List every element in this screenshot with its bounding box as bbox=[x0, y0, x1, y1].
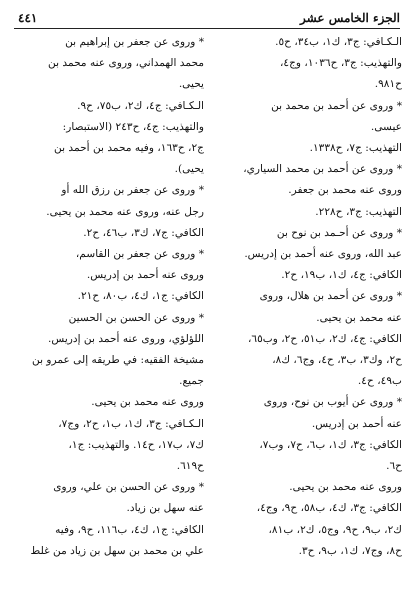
paragraph: الكافي: ج١، ك٤، ب١١٦، ح٩، وفيه علي بن محمد بن سهل بن زياد من غلط bbox=[30, 523, 204, 557]
paragraph: * وروى عن جعفر بن رزق الله أو رجل عنه، وروى عنه محمد بن يحيى. bbox=[46, 184, 204, 218]
header-rule bbox=[14, 28, 400, 29]
paragraph: التهذيب: ج٣، ح٢٢٨. bbox=[315, 205, 402, 218]
paragraph: الـكـافي: ج٤، ك٢، ب٧٥، ح٩. والتهذيب: ج٤، ح٢٤٣ (الاستبصار: ج٢، ح١٦٣، وفيه محمد بن أحمد بن يحيى). bbox=[54, 99, 204, 176]
paragraph: * وروى عن أحمد بن محمد بن عيسى. bbox=[271, 99, 402, 133]
paragraph: * وروى عن أحمد بن محمد السياري، وروى عنه محمد بن جعفر. bbox=[243, 163, 402, 197]
paragraph: التهذيب: ج٧، ح١٣٣٨. bbox=[309, 142, 402, 155]
paragraph: الكافي: ج٣، ك١، ب٦، ح٧، وب٧، ح٦. bbox=[259, 438, 402, 473]
paragraph: الكافي: ج٣، ك٤، ب٥٨، ح٩، وج٤، ك٢، ب٩، ح٩، وج٥، ك٢، ب٨١، ح٨، وج٧، ك١، ب٩، ح٣. bbox=[256, 502, 402, 557]
running-header bbox=[18, 8, 400, 28]
paragraph: الـكـافي: ج٣، ك١، ب١، ح٢، وج٧، ك٧، ب١٧، ح١٤. والتهذيب: ج١، ح٦١٩. bbox=[58, 417, 204, 473]
paragraph: * وروى عن الحسن بن علي، وروى عنه سهل بن زياد. bbox=[53, 481, 204, 515]
paragraph: الكافي: ج٤، ك١، ب١٩، ح٢. bbox=[281, 269, 402, 282]
paragraph: * وروى عن أيوب بن نوح، وروى عنه أحمد بن إدريس. bbox=[263, 396, 402, 430]
right-column bbox=[212, 32, 402, 562]
paragraph: * وروى عن جعفر بن القاسم، وروى عنه أحمد بن إدريس. bbox=[75, 248, 204, 282]
paragraph: الـكـافي: ج٣، ك١، ب٣٤، ح٥. والتهذيب: ج٣، ح١٠٣٦، وج٤، ح٩٨١. bbox=[275, 36, 402, 91]
paragraph: وروى عنه محمد بن يحيى. bbox=[91, 396, 204, 409]
header-title: الجزء الخامس عشر bbox=[300, 11, 400, 25]
paragraph: وروى عنه محمد بن يحيى. bbox=[289, 481, 402, 494]
paragraph: الكافي: ج٤، ك٢، ب٥١، ح٢، وب٦٥، ح٢، وك٣، ب٣، ح٤، وج٦، ك٨، ب٤٩، ح٤. bbox=[247, 332, 402, 388]
paragraph: الكافي: ج١، ك٤، ب٨٠، ح٢١. bbox=[77, 290, 204, 303]
paragraph: * وروى عن أحـمد بن نوح بن عبد الله، وروى عنه أحمد بن إدريس. bbox=[244, 226, 402, 261]
paragraph: الكافي: ج٧، ك٣، ب٤٦، ح٢. bbox=[83, 226, 204, 239]
left-column bbox=[14, 32, 204, 562]
paragraph: * وروى عن أحمد بن هلال، وروى عنه محمد بن يحيى. bbox=[259, 290, 402, 324]
paragraph: * وروى عن جعفر بن إبراهيم بن محمد الهمداني، وروى عنه محمد بن يحيى. bbox=[48, 36, 204, 91]
paragraph: * وروى عن الحسن بن الحسين اللؤلؤي، وروى عنه أحمد بن إدريس. مشيخة الفقيه: في طريقه إلى عمرو بن جميع. bbox=[32, 311, 204, 388]
page-number: ٤٤١ bbox=[18, 11, 38, 25]
